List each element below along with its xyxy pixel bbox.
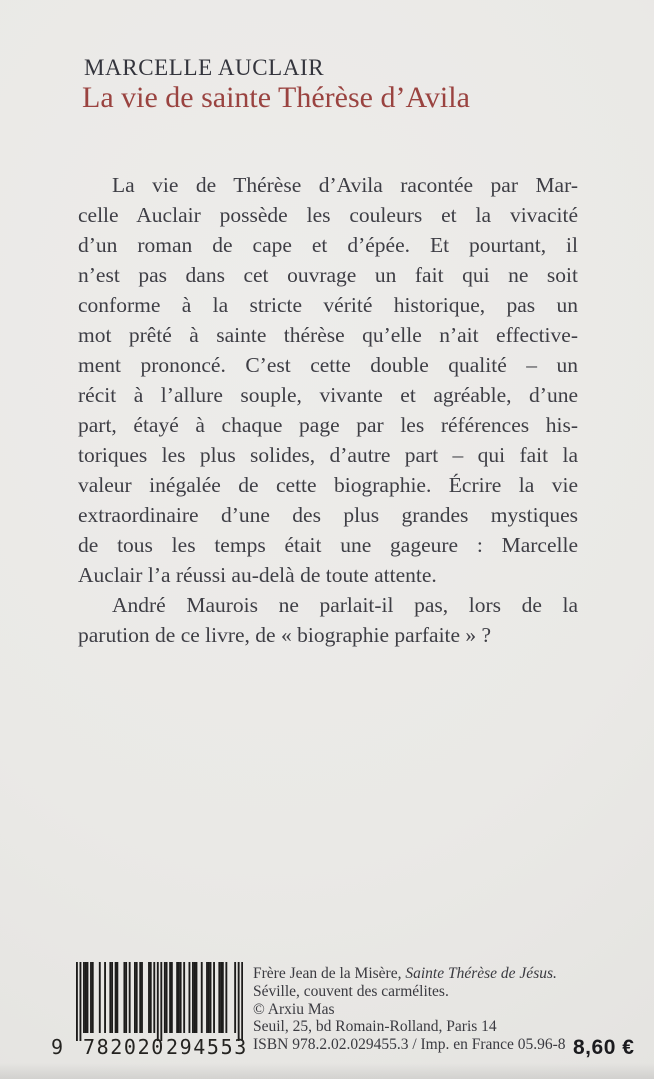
photo-credit-prefix: Frère Jean de la Misère, (253, 965, 406, 982)
body-line: parution de ce livre, de « biographie parfaite » ? (78, 623, 492, 647)
author-name: MARCELLE AUCLAIR (84, 55, 325, 80)
barcode (51, 962, 248, 1059)
credits-block (253, 965, 583, 1054)
body-line: extraordinaire d’une des plus grandes mystiques (78, 503, 578, 527)
photo-credit-title: Sainte Thérèse de Jésus. (405, 965, 557, 982)
photo-copyright-line: © Arxiu Mas (253, 1000, 335, 1018)
body-line: valeur inégalée de cette biographie. Écrire la vie (78, 473, 578, 497)
body-line: André Maurois ne parlait-il pas, lors de la (112, 593, 578, 617)
barcode-digit-first: 9 (51, 1035, 64, 1059)
body-line: part, étayé à chaque page par les références his- (78, 413, 578, 437)
price: 8,60 € (573, 1036, 635, 1059)
body-line: récit à l’allure souple, vivante et agréable, d’une (78, 383, 578, 407)
body-line: mot prêté à sainte thérèse qu’elle n’ait effective- (78, 323, 578, 347)
barcode-digits-left: 782020 (83, 1035, 165, 1059)
body-line: Auclair l’a réussi au-delà de toute attente. (78, 563, 437, 587)
body-line: de tous les temps était une gageure : Marcelle (78, 533, 578, 557)
book-title: La vie de sainte Thérèse d’Avila (82, 81, 470, 114)
photo-location-line: Séville, couvent des carmélites. (253, 982, 449, 1000)
publisher-address-line: Seuil, 25, bd Romain-Rolland, Paris 14 (253, 1018, 497, 1036)
photo-credit-line (253, 965, 583, 983)
body-line: n’est pas dans cet ouvrage un fait qui ne soit (78, 263, 578, 287)
barcode-digits-right: 294553 (166, 1035, 248, 1059)
body-line: celle Auclair possède les couleurs et la vivacité (78, 203, 578, 227)
isbn-line: ISBN 978.2.02.029455.3 / Imp. en France 05.96-8 (253, 1036, 566, 1054)
body-text (78, 170, 578, 650)
body-line: La vie de Thérèse d’Avila racontée par Mar- (112, 173, 578, 197)
barcode-bars (76, 962, 243, 1041)
body-line: toriques les plus solides, d’autre part – qui fait la (78, 443, 578, 467)
body-line: d’un roman de cape et d’épée. Et pourtant, il (78, 233, 578, 257)
body-line: conforme à la stricte vérité historique, pas un (78, 293, 578, 317)
body-line: ment prononcé. C’est cette double qualité – un (78, 353, 578, 377)
